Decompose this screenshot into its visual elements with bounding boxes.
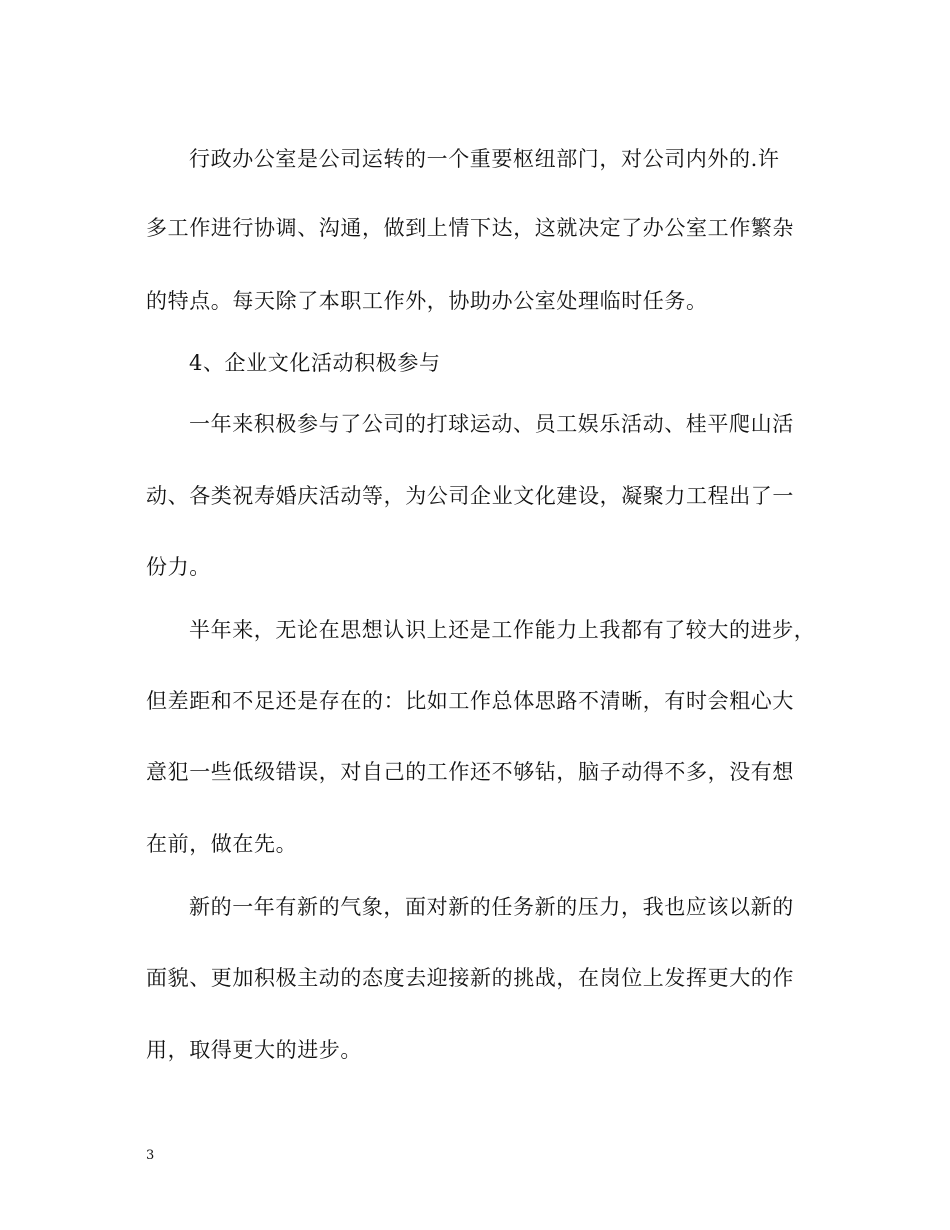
paragraph-line: 半年来，无论在思想认识上还是工作能力上我都有了较大的进步， xyxy=(189,618,816,642)
section-heading: 4、企业文化活动积极参与 xyxy=(189,351,441,375)
paragraph-line: 行政办公室是公司运转的一个重要枢纽部门，对公司内外的.许 xyxy=(189,147,780,171)
paragraph-line: 意犯一些低级错误，对自己的工作还不够钻，脑子动得不多，没有想 xyxy=(146,760,794,784)
paragraph-line: 的特点。每天除了本职工作外，协助办公室处理临时任务。 xyxy=(146,289,708,313)
paragraph-line: 多工作进行协调、沟通，做到上情下达，这就决定了办公室工作繁杂 xyxy=(146,216,794,240)
paragraph-line: 面貌、更加积极主动的态度去迎接新的挑战，在岗位上发挥更大的作 xyxy=(146,966,794,990)
paragraph-line: 但差距和不足还是存在的：比如工作总体思路不清晰，有时会粗心大 xyxy=(146,689,794,713)
paragraph-line: 用，取得更大的进步。 xyxy=(146,1038,362,1062)
paragraph-line: 动、各类祝寿婚庆活动等，为公司企业文化建设，凝聚力工程出了一 xyxy=(146,484,794,508)
paragraph-line: 一年来积极参与了公司的打球运动、员工娱乐活动、桂平爬山活 xyxy=(189,412,794,436)
paragraph-line: 新的一年有新的气象，面对新的任务新的压力，我也应该以新的 xyxy=(189,895,794,919)
paragraph-line: 在前，做在先。 xyxy=(146,832,298,856)
page-number: 3 xyxy=(146,1148,155,1163)
paragraph-line: 份力。 xyxy=(146,555,211,579)
